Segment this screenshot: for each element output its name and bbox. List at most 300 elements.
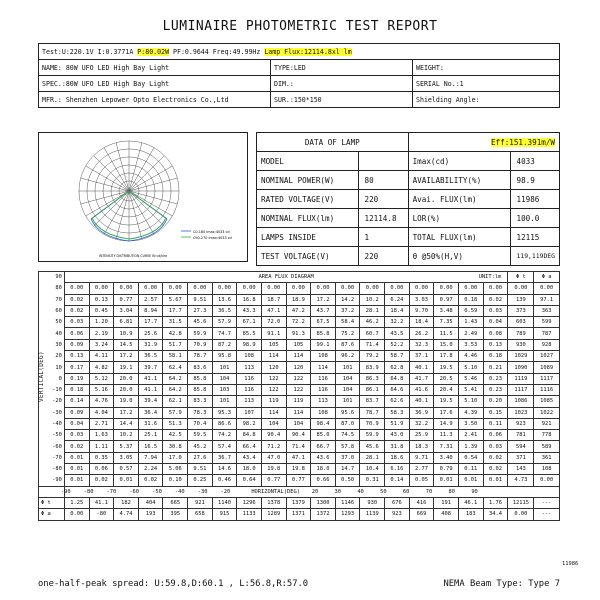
flux-cell: 13.6 xyxy=(212,294,237,305)
polar-spoke xyxy=(86,166,129,191)
flux-cell: 74.5 xyxy=(335,430,360,441)
phi-a-cell: --- xyxy=(534,509,560,520)
flux-cell: 0.01 xyxy=(434,475,459,486)
flux-cell: 923 xyxy=(508,418,534,429)
flux-cell: 0.02 xyxy=(64,441,89,452)
flux-cell: 371 xyxy=(508,452,534,463)
flux-cell: 36.7 xyxy=(212,452,237,463)
y-axis-label: 40 xyxy=(39,328,65,339)
test-conditions: Test:U:220.1V I:0.3771A P:80.02W PF:0.9644 Freq:49.99Hz Lamp Flux:12114.8xl lm xyxy=(39,44,560,60)
flux-cell: 361 xyxy=(534,452,560,463)
flux-cell: 0.19 xyxy=(64,373,89,384)
phi-a-cell: -80 xyxy=(89,509,114,520)
flux-cell: 3.24 xyxy=(89,339,114,350)
flux-cell: 7.35 xyxy=(434,317,459,328)
flux-cell: 26.2 xyxy=(409,328,434,339)
flux-cell: 4.82 xyxy=(89,362,114,373)
flux-cell: 0.31 xyxy=(360,475,385,486)
flux-cell: 28.1 xyxy=(360,452,385,463)
flux-cell: 41.1 xyxy=(138,373,163,384)
flux-cell: 67.5 xyxy=(311,317,336,328)
flux-cell: 114 xyxy=(261,407,286,418)
flux-cell: 0.00 xyxy=(458,283,483,294)
flux-cell: 5.10 xyxy=(458,396,483,407)
flux-cell: 62.1 xyxy=(163,396,188,407)
report-title: LUMINAIRE PHOTOMETRIC TEST REPORT xyxy=(162,19,438,34)
flux-cell: 2.19 xyxy=(89,328,114,339)
dim-cell: DIM.: xyxy=(271,76,413,92)
flux-cell: 47.1 xyxy=(261,305,286,316)
data-of-lamp-table xyxy=(256,132,560,266)
flux-cell: 599 xyxy=(534,317,560,328)
polar-spoke xyxy=(129,191,177,204)
flux-cell: 85.0 xyxy=(311,430,336,441)
phi-a-total: 11986 xyxy=(562,561,579,567)
flux-cell: 0.00 xyxy=(385,283,410,294)
flux-cell: 0.00 xyxy=(286,283,311,294)
flux-cell: 0.35 xyxy=(89,452,114,463)
x-axis-tick: 80 xyxy=(448,488,456,495)
flux-row xyxy=(39,418,560,429)
flux-cell: 70.9 xyxy=(360,418,385,429)
x-axis-tick: 50 xyxy=(380,488,387,495)
flux-cell: 119 xyxy=(286,396,311,407)
flux-cell: 122 xyxy=(286,373,311,384)
flux-cell: 0.00 xyxy=(534,283,560,294)
flux-cell: 0.97 xyxy=(434,294,459,305)
flux-cell: 51.9 xyxy=(385,418,410,429)
flux-cell: 120 xyxy=(286,362,311,373)
x-axis-tick: 40 xyxy=(357,488,364,495)
flux-cell: 0.59 xyxy=(458,305,483,316)
flux-cell: 83.3 xyxy=(188,396,213,407)
phi-a-cell: 408 xyxy=(434,509,459,520)
phi-t-cell: 921 xyxy=(188,497,213,508)
flux-cell: 45.2 xyxy=(188,441,213,452)
flux-cell: 17.8 xyxy=(434,351,459,362)
flux-cell: 103 xyxy=(212,384,237,395)
flux-cell: 32.2 xyxy=(409,418,434,429)
phi-a-cell: 0.00 xyxy=(508,509,534,520)
phi-t-row xyxy=(39,497,560,508)
x-axis-tick: -20 xyxy=(220,488,231,495)
x-axis-tick: -80 xyxy=(83,488,94,495)
flux-cell: 3.40 xyxy=(434,452,459,463)
phi-t-cell: 1379 xyxy=(286,497,311,508)
x-axis-tick: 60 xyxy=(402,488,410,495)
flux-cell: 95.8 xyxy=(212,351,237,362)
flux-cell: 4.46 xyxy=(458,351,483,362)
flux-cell: 17.2 xyxy=(114,407,139,418)
lamp-row: LAMPS INSIDE 1 TOTAL FLUX(lm) 12115 xyxy=(257,228,560,247)
flux-cell: 0.03 xyxy=(64,317,89,328)
flux-cell: 4.39 xyxy=(458,407,483,418)
polar-spoke xyxy=(116,191,129,239)
flux-cell: 16.8 xyxy=(237,294,262,305)
flux-cell: 5.10 xyxy=(458,362,483,373)
flux-cell: 0.09 xyxy=(64,339,89,350)
flux-cell: 18.4 xyxy=(385,305,410,316)
flux-cell: 0.02 xyxy=(64,305,89,316)
flux-cell: 71.2 xyxy=(261,441,286,452)
flux-cell: 79.2 xyxy=(360,351,385,362)
phi-a-label: Φ a xyxy=(39,509,65,520)
horizontal-axis-label: HORIZONTAL(DEG) xyxy=(251,488,300,495)
flux-cell: 113 xyxy=(311,396,336,407)
flux-cell: 40.1 xyxy=(409,396,434,407)
y-axis-label: -40 xyxy=(39,418,65,429)
flux-cell: 41.7 xyxy=(409,373,434,384)
flux-cell: 7.94 xyxy=(138,452,163,463)
polar-spoke xyxy=(81,178,129,191)
flux-cell: 3.50 xyxy=(458,418,483,429)
flux-cell: 6.81 xyxy=(114,317,139,328)
flux-cell: 143 xyxy=(508,464,534,475)
flux-cell: 47.0 xyxy=(261,452,286,463)
flux-cell: 3.53 xyxy=(458,339,483,350)
type-cell: TYPE:LED xyxy=(271,60,413,76)
flux-cell: 787 xyxy=(534,328,560,339)
flux-cell: 14.6 xyxy=(212,464,237,475)
polar-spoke xyxy=(129,143,142,191)
flux-cell: 18.6 xyxy=(385,452,410,463)
flux-cell: 0.50 xyxy=(335,475,360,486)
flux-cell: 18.4 xyxy=(409,317,434,328)
phi-a-cell: 1289 xyxy=(261,509,286,520)
flux-cell: 1116 xyxy=(534,384,560,395)
flux-cell: 1089 xyxy=(534,362,560,373)
flux-cell: 47.2 xyxy=(286,305,311,316)
flux-cell: 57.9 xyxy=(212,317,237,328)
flux-cell: 41.6 xyxy=(409,384,434,395)
flux-cell: 9.51 xyxy=(188,464,213,475)
flux-cell: 0.00 xyxy=(188,283,213,294)
flux-cell: 85.8 xyxy=(188,373,213,384)
phi-a-cell: 1371 xyxy=(286,509,311,520)
flux-cell: 96.2 xyxy=(335,351,360,362)
flux-cell: 58.1 xyxy=(163,351,188,362)
y-axis-label: -10 xyxy=(39,384,65,395)
flux-cell: 0.46 xyxy=(212,475,237,486)
sur-cell: SUR.:150*150 xyxy=(271,92,413,108)
polar-caption: INTENSITY DISTRIBUTION CURVE IN cd/klm xyxy=(99,254,168,258)
phi-t-cell: 404 xyxy=(138,497,163,508)
flux-cell: 114 xyxy=(286,407,311,418)
flux-cell: 62.8 xyxy=(385,362,410,373)
flux-cell: 1117 xyxy=(534,373,560,384)
flux-cell: 43.0 xyxy=(385,430,410,441)
flux-cell: 59.9 xyxy=(188,328,213,339)
flux-cell: 0.00 xyxy=(534,475,560,486)
flux-cell: 108 xyxy=(237,351,262,362)
flux-cell: 0.02 xyxy=(483,464,508,475)
flux-cell: 1119 xyxy=(508,373,534,384)
flux-row xyxy=(39,464,560,475)
flux-cell: 114 xyxy=(286,351,311,362)
flux-cell: 18.0 xyxy=(311,464,336,475)
flux-cell: 5.67 xyxy=(163,294,188,305)
flux-cell: 0.01 xyxy=(64,475,89,486)
phi-a-cell: 34.4 xyxy=(483,509,508,520)
flux-cell: 90.4 xyxy=(286,430,311,441)
x-axis-tick: -50 xyxy=(152,488,162,495)
flux-cell: 0.00 xyxy=(311,283,336,294)
header-table xyxy=(38,43,560,108)
flux-cell: 930 xyxy=(508,339,534,350)
polar-spoke xyxy=(129,191,142,239)
x-axis-tick: -60 xyxy=(129,488,140,495)
flux-cell: 101 xyxy=(335,362,360,373)
flux-row xyxy=(39,452,560,463)
flux-cell: 72.2 xyxy=(286,317,311,328)
name-cell: NAME: 80W UFO LED High Bay Light xyxy=(39,60,271,76)
flux-cell: 64.6 xyxy=(385,384,410,395)
flux-cell: 139 xyxy=(508,294,534,305)
flux-cell: 32.2 xyxy=(385,317,410,328)
x-axis-tick: 90 xyxy=(471,488,478,495)
y-axis-label: 90 xyxy=(39,272,65,283)
flux-cell: 19.1 xyxy=(114,362,139,373)
y-axis-label: -20 xyxy=(39,396,65,407)
flux-cell: 0.00 xyxy=(360,283,385,294)
phi-t-cell: --- xyxy=(534,497,560,508)
flux-cell: 0.57 xyxy=(114,464,139,475)
flux-cell: 0.08 xyxy=(483,328,508,339)
flux-cell: 1022 xyxy=(534,407,560,418)
flux-cell: 28.1 xyxy=(360,305,385,316)
flux-cell: 7.31 xyxy=(434,441,459,452)
flux-cell: 0.00 xyxy=(409,283,434,294)
flux-cell: 71.4 xyxy=(360,339,385,350)
flux-cell: 778 xyxy=(534,430,560,441)
flux-cell: 1090 xyxy=(508,362,534,373)
flux-cell: 5.12 xyxy=(89,373,114,384)
phi-t-cell: 1.25 xyxy=(64,497,89,508)
flux-cell: 11.5 xyxy=(434,328,459,339)
flux-row xyxy=(39,396,560,407)
flux-cell: 0.79 xyxy=(434,464,459,475)
flux-cell: 5.41 xyxy=(458,384,483,395)
flux-cell: 2.24 xyxy=(138,464,163,475)
flux-cell: 10.4 xyxy=(360,464,385,475)
flux-cell: 5.16 xyxy=(89,384,114,395)
flux-cell: 0.18 xyxy=(483,351,508,362)
flux-cell: 5.46 xyxy=(458,373,483,384)
flux-cell: 57.8 xyxy=(335,441,360,452)
data-of-lamp-heading: DATA OF LAMP xyxy=(257,133,409,152)
flux-cell: 0.02 xyxy=(138,475,163,486)
flux-cell: 0.00 xyxy=(64,283,89,294)
flux-cell: 20.4 xyxy=(434,384,459,395)
flux-cell: 58.4 xyxy=(335,317,360,328)
flux-cell: 1.20 xyxy=(89,317,114,328)
flux-cell: 85.8 xyxy=(188,384,213,395)
flux-cell: 1029 xyxy=(508,351,534,362)
flux-cell: 5.06 xyxy=(163,464,188,475)
half-peak-spread: one-half-peak spread: U:59.8,D:60.1 , L:56.8,R:57.0 xyxy=(38,579,309,589)
flux-cell: 0.25 xyxy=(188,475,213,486)
y-axis-label: 30 xyxy=(39,339,65,350)
flux-cell: 70.4 xyxy=(188,418,213,429)
legend-c0: C0-180 Imax:4033 cd xyxy=(193,230,230,234)
polar-spoke xyxy=(129,166,172,191)
polar-spoke xyxy=(116,143,129,191)
flux-cell: 14.5 xyxy=(114,339,139,350)
flux-cell: 0.14 xyxy=(64,396,89,407)
x-axis-tick: -30 xyxy=(197,488,208,495)
flux-cell: 0.06 xyxy=(483,430,508,441)
flux-cell: 0.64 xyxy=(237,475,262,486)
lamp-row: RATED VOLTAGE(V) 220 Avai. FLUX(lm) 11986 xyxy=(257,190,560,209)
flux-row xyxy=(39,339,560,350)
flux-row xyxy=(39,294,560,305)
flux-cell: 3.04 xyxy=(114,305,139,316)
flux-cell: 95.3 xyxy=(212,407,237,418)
flux-cell: 363 xyxy=(534,305,560,316)
x-axis-tick: 30 xyxy=(334,488,342,495)
flux-cell: 0.00 xyxy=(163,283,188,294)
flux-cell: 0.00 xyxy=(434,283,459,294)
phi-a-cell: 4.74 xyxy=(114,509,139,520)
flux-cell: 108 xyxy=(534,464,560,475)
flux-cell: 0.17 xyxy=(64,362,89,373)
lamp-row: TEST VOLTAGE(V) 220 θ @50%(H,V) 119,119DEG xyxy=(257,247,560,266)
x-axis-tick: -70 xyxy=(106,488,117,495)
flux-cell: 32.3 xyxy=(409,339,434,350)
x-axis-labels xyxy=(60,486,559,497)
polar-diagram xyxy=(38,132,248,262)
polar-chart xyxy=(39,133,247,261)
x-axis-tick: -40 xyxy=(174,488,185,495)
flux-cell: 30.8 xyxy=(163,441,188,452)
flux-cell: 18.3 xyxy=(409,441,434,452)
flux-cell: 83.7 xyxy=(360,396,385,407)
phi-t-cell: 1296 xyxy=(237,497,262,508)
flux-cell: 0.02 xyxy=(64,294,89,305)
flux-cell: 42.8 xyxy=(163,328,188,339)
flux-row xyxy=(39,362,560,373)
phi-a-cell: 923 xyxy=(385,509,410,520)
flux-cell: 101 xyxy=(335,396,360,407)
mfr-cell: MFR.: Shenzhen Lepower Opto Electronics Co.,Ltd xyxy=(39,92,271,108)
phi-a-cell: 183 xyxy=(458,509,483,520)
polar-spoke xyxy=(94,191,129,226)
flux-cell: 789 xyxy=(508,328,534,339)
flux-cell: 43.4 xyxy=(237,452,262,463)
flux-cell: 37.1 xyxy=(409,351,434,362)
flux-cell: 0.00 xyxy=(508,283,534,294)
flux-cell: 17.7 xyxy=(138,317,163,328)
flux-cell: 8.94 xyxy=(138,305,163,316)
flux-cell: 0.54 xyxy=(458,452,483,463)
flux-row xyxy=(39,384,560,395)
flux-cell: 31.8 xyxy=(385,441,410,452)
flux-cell: 78.3 xyxy=(188,407,213,418)
phi-a-cell: 1293 xyxy=(335,509,360,520)
flux-cell: 52.2 xyxy=(385,339,410,350)
phi-a-header: Φ a xyxy=(534,272,560,283)
flux-cell: 0.20 xyxy=(483,396,508,407)
flux-cell: 31.5 xyxy=(163,317,188,328)
lamp-row: NOMINAL FLUX(lm) 12114.8 LOR(%) 100.0 xyxy=(257,209,560,228)
x-axis-tick: -90 xyxy=(60,488,71,495)
flux-cell: 6.16 xyxy=(385,464,410,475)
flux-cell: 51.3 xyxy=(163,418,188,429)
flux-cell: 42.5 xyxy=(163,430,188,441)
flux-cell: 62.4 xyxy=(163,362,188,373)
flux-cell: 91.1 xyxy=(261,328,286,339)
phi-a-cell: 0.00 xyxy=(64,509,89,520)
flux-cell: 0.00 xyxy=(237,283,262,294)
flux-cell: 78.7 xyxy=(188,351,213,362)
flux-cell: 0.23 xyxy=(483,384,508,395)
flux-cell: 14.4 xyxy=(114,418,139,429)
flux-cell: 74.7 xyxy=(212,328,237,339)
flux-cell: 104 xyxy=(261,418,286,429)
flux-cell: 0.18 xyxy=(458,294,483,305)
flux-cell: 2.57 xyxy=(138,294,163,305)
flux-cell: 0.14 xyxy=(385,475,410,486)
flux-cell: 0.02 xyxy=(483,452,508,463)
polar-spoke xyxy=(129,191,154,234)
flux-cell: 39.7 xyxy=(138,362,163,373)
flux-cell: 97.1 xyxy=(534,294,560,305)
flux-cell: 86.3 xyxy=(360,373,385,384)
flux-row xyxy=(39,475,560,486)
flux-title-cell xyxy=(64,272,507,283)
flux-cell: 116 xyxy=(237,384,262,395)
phi-t-cell: 930 xyxy=(360,497,385,508)
flux-cell: 83.9 xyxy=(360,362,385,373)
flux-cell: 1.43 xyxy=(458,317,483,328)
lamp-flux-value: Lamp Flux:12114.8xl lm xyxy=(264,47,352,56)
x-axis-row xyxy=(39,486,560,497)
flux-cell: 99.1 xyxy=(311,339,336,350)
flux-cell: 4.11 xyxy=(89,351,114,362)
flux-cell: 0.77 xyxy=(261,475,286,486)
flux-cell: 75.2 xyxy=(335,328,360,339)
flux-cell: 86.1 xyxy=(360,384,385,395)
phi-a-cell: 395 xyxy=(163,509,188,520)
flux-cell: 95.6 xyxy=(335,407,360,418)
flux-cell: 1023 xyxy=(508,407,534,418)
flux-cell: 67.1 xyxy=(237,317,262,328)
flux-cell: 0.00 xyxy=(114,283,139,294)
flux-cell: 39.4 xyxy=(138,396,163,407)
flux-cell: 0.04 xyxy=(483,317,508,328)
flux-cell: 108 xyxy=(311,351,336,362)
flux-cell: 0.11 xyxy=(458,464,483,475)
flux-cell: 74.2 xyxy=(212,430,237,441)
flux-cell: 98.2 xyxy=(237,418,262,429)
y-axis-label: 50 xyxy=(39,317,65,328)
flux-cell: 25.9 xyxy=(409,430,434,441)
flux-cell: 0.04 xyxy=(64,418,89,429)
phi-t-cell: 12115 xyxy=(508,497,534,508)
flux-cell: 0.00 xyxy=(335,283,360,294)
flux-cell: 0.06 xyxy=(89,464,114,475)
flux-cell: 4.04 xyxy=(89,407,114,418)
polar-spoke xyxy=(129,156,164,191)
flux-cell: 18.9 xyxy=(286,294,311,305)
flux-cell: 43.5 xyxy=(385,328,410,339)
flux-cell: 25.1 xyxy=(138,430,163,441)
flux-cell: 116 xyxy=(311,384,336,395)
flux-cell: 25.6 xyxy=(138,328,163,339)
x-axis-tick: 70 xyxy=(425,488,433,495)
flux-cell: 20.0 xyxy=(114,373,139,384)
flux-cell: 17.7 xyxy=(163,305,188,316)
